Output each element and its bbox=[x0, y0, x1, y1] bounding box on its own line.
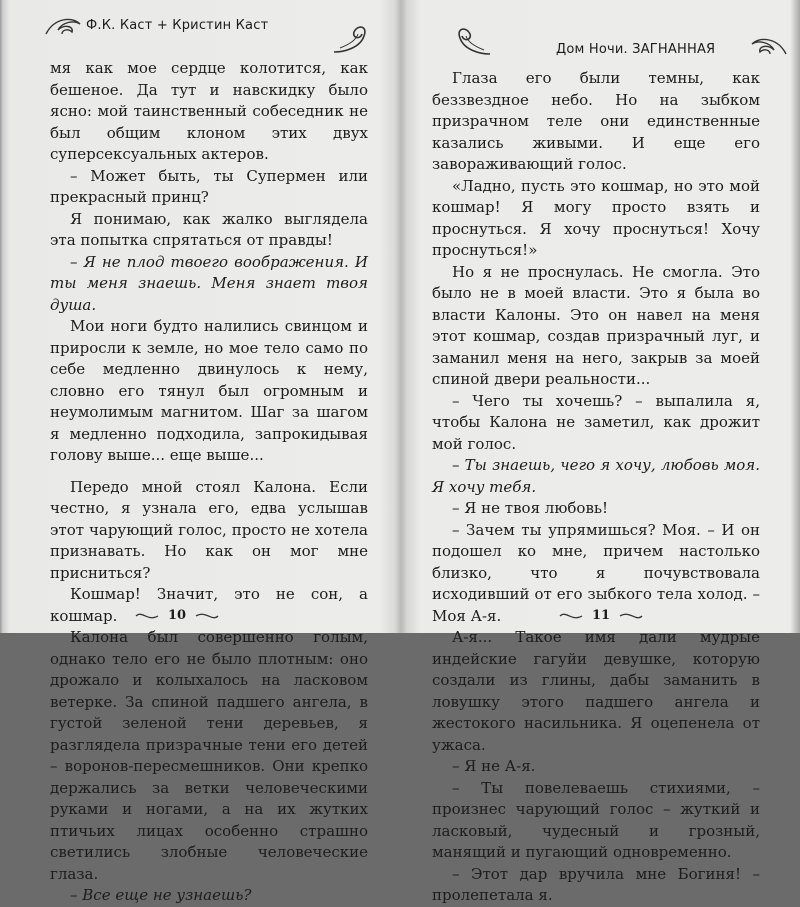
swirl-ornament-icon bbox=[448, 24, 494, 60]
running-header: Ф.К. Каст + Кристин Каст bbox=[86, 18, 269, 33]
paragraph: – Этот дар вручила мне Богиня! – пролепетала я. bbox=[432, 864, 760, 904]
paragraph: – Я не плод твоего воображения. И ты меня знаешь. Меня знает твоя душа. bbox=[50, 252, 368, 314]
left-page-text bbox=[50, 58, 368, 907]
folio-flourish-right-icon bbox=[618, 610, 644, 622]
paragraph: мя как мое сердце колотится, как бешеное. Да тут и навскидку было ясно: мой таинственный собеседник не был общим клоном этих двух суперсексуальных актеров. bbox=[50, 59, 368, 163]
right-page-text bbox=[432, 68, 760, 907]
paragraph: «Ладно, пусть это кошмар, но это мой кошмар! Я могу просто взять и проснуться. Я хочу проснуться! Хочу проснуться!» bbox=[432, 176, 760, 259]
page-number: 10 bbox=[168, 608, 187, 623]
corner-flourish-icon bbox=[748, 34, 788, 58]
paragraph: – Может быть, ты Супермен или прекрасный принц? bbox=[50, 166, 368, 206]
corner-flourish-icon bbox=[44, 14, 84, 38]
folio-flourish-left-icon bbox=[558, 610, 584, 622]
paragraph: Передо мной стоял Калона. Если честно, я узнала его, едва услышав этот чарующий голос, просто не хотела признавать. Но как он мог мне присниться? bbox=[50, 477, 368, 582]
folio-flourish-right-icon bbox=[194, 610, 220, 622]
page-number: 11 bbox=[592, 608, 611, 623]
paragraph: Я понимаю, как жалко выглядела эта попытка спрятаться от правды! bbox=[50, 209, 368, 249]
paragraph: – Ты повелеваешь стихиями, – произнес чарующий голос – жуткий и ласковый, чудесный и грозный, манящий и пугающий одновременно. bbox=[432, 778, 760, 861]
left-page bbox=[14, 0, 386, 904]
page-number-footer bbox=[558, 608, 644, 623]
right-page bbox=[418, 0, 790, 904]
paragraph: – Все еще не узнаешь? bbox=[70, 886, 252, 904]
paragraph: Но я не проснулась. Не смогла. Это было не в моей власти. Это я была во власти Калоны. Это он навел на меня этот кошмар, создав призрачный луг, и заманил меня на него, закрыв за моей спиной двери реальности... bbox=[432, 262, 760, 388]
paragraph: – Чего ты хочешь? – выпалила я, чтобы Калона не заметил, как дрожит мой голос. bbox=[432, 391, 760, 453]
paragraph: Мои ноги будто налились свинцом и приросли к земле, но мое тело само по себе медленно двинулось к нему, словно его тянул был огромным и неумолимым магнитом. Шаг за шагом я медленно подходила, запрокидывая голову выше... еще выше... bbox=[50, 317, 368, 464]
paragraph: – Я не твоя любовь! bbox=[452, 499, 609, 517]
swirl-ornament-icon bbox=[330, 22, 376, 58]
paragraph: Глаза его были темны, как беззвездное небо. Но на зыбком призрачном теле они единственные казались живыми. И еще его завораживающий голос. bbox=[432, 69, 760, 173]
page-number-footer bbox=[134, 608, 220, 623]
paragraph: А-я... Такое имя дали мудрые индейские гагуйи девушке, которую создали из глины, дабы заманить в ловушку этого падшего ангела и жестокого насильника. Я оцепенела от ужаса. bbox=[432, 628, 760, 754]
paragraph: Калона был совершенно голым, однако тело его не было плотным: оно дрожало и колыхалось на ласковом ветерке. За спиной падшего ангела, в густой зеленой тени деревьев, я разглядела призрачные тени его детей – воронов-пересмешников. Они крепко держались за ветки человеческими руками и ногами, а на их жутких птичьих лицах особенно страшно светились злобные человеческие глаза. bbox=[50, 628, 368, 883]
paragraph: – Ты знаешь, чего я хочу, любовь моя. Я хочу тебя. bbox=[432, 456, 760, 496]
folio-flourish-left-icon bbox=[134, 610, 160, 622]
paragraph: Кошмар! Значит, это не сон, а кошмар. bbox=[50, 585, 368, 625]
paragraph: – Я не А-я. bbox=[452, 757, 536, 775]
running-header: Дом Ночи. ЗАГНАННАЯ bbox=[556, 42, 716, 57]
paragraph: – Зачем ты упрямишься? Моя. – И он подошел ко мне, причем настолько близко, что я почувствовала исходивший от его зыбкого тела холод. – Моя А-я. bbox=[432, 520, 760, 625]
